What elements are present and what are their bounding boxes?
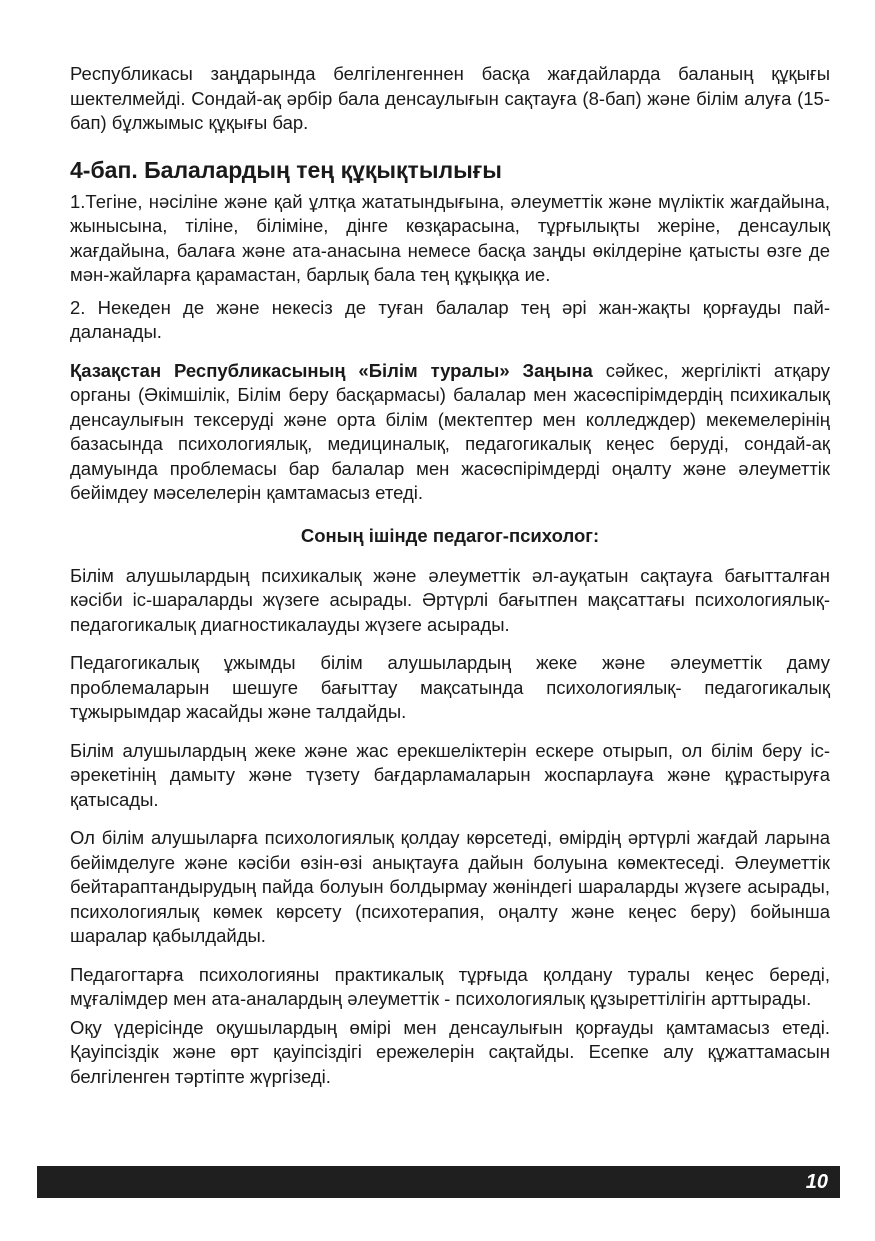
paragraph-intro: Республикасы заңдарында белгіленгеннен басқа жағдайларда баланың құқығы шектелмейді. Сондай-ақ әрбір бала денсаулығын сақтауға (8-бап) және білім алуға (15-бап) бұлжымыс құқығы бар. xyxy=(70,63,830,133)
paragraph-duty-6: Оқу үдерісінде оқушылардың өмірі мен денсаулығын қорғауды қамтамасыз етеді. Қауіпсіздік және өрт қауіпсіздігі ережелерін сақтайды. Есепке алу құжаттамасын белгіленген тәртіпте жүргізеді. xyxy=(70,1016,830,1087)
page-body xyxy=(70,62,830,1097)
footer-bar xyxy=(37,1166,840,1198)
section-heading xyxy=(70,156,830,184)
law-text: сәйкес, жергілікті атқару органы (Әкімшілік, Білім беру басқармасы) балалар мен жасөспірімдердің психикалық денсаулығын тексеруді және орта білім (мектептер мен колледждер) мекемелерінің базасында психологиялық, медициналық, педагогикалық кеңес беруді, сондай-ақ дамуында проблемасы бар балалар мен жасөспірімдерді оңалту және әлеуметтік бейімдеу мәселелерін қамтамасыз етеді. xyxy=(70,359,831,503)
paragraph-duty-1: Білім алушылардың психикалық және әлеуметтік әл-ауқатын сақтауға бағытталған кәсіби іс-шараларды жүзеге асырады. Әртүрлі бағытпен мақсаттағы психологиялық-педагогикалық диагностикалауды жүзеге асырады. xyxy=(70,564,830,635)
paragraph-duty-2: Педагогикалық ұжымды білім алушылардың жеке және әлеуметтік даму проблемаларын шешуге бағыттау мақсатында психологиялық- педагогикалық тұжырымдар жасайды және талдайды. xyxy=(70,652,830,722)
paragraph-article-1: 1.Тегіне, нәсіліне және қай ұлтқа жататындығына, әлеуметтік және мүліктік жағдайына, жынысына, тіліне, біліміне, дінге көзқарасына, тұрғылықты жеріне, денсаулық жағдайына, балаға және ата-анасына немесе басқа заңды өкілдеріне қатысты өзге де мән-жайларға қарамастан, барлық бала тең құқыққа ие. xyxy=(70,190,830,285)
section-number: 4-бап. xyxy=(70,156,138,183)
paragraph-law xyxy=(70,359,830,506)
section-title: Балалардың тең құқықтылығы xyxy=(137,156,502,183)
subheading: Соның ішінде педагог-психолог: xyxy=(300,524,600,546)
page-number: 10 xyxy=(805,1171,828,1193)
paragraph-article-2: 2. Некеден де және некесіз де туған балалар тең әрі жан-жақты қорғауды пайдаланады. xyxy=(70,296,830,342)
paragraph-duty-5: Педагогтарға психологияны практикалық тұрғыда қолдану туралы кеңес береді, мұғалімдер мен ата-аналардың әлеуметтік - психологиялық құзыреттілігін арттырады. xyxy=(70,963,830,1009)
paragraph-duty-3: Білім алушылардың жеке және жас ерекшеліктерін ескере отырып, ол білім беру іс-әрекетінің дамыту және түзету бағдарламаларын жоспарлауға және құрастыруға қатысады. xyxy=(70,739,830,810)
law-name: Қазақстан Республикасының «Білім туралы» Заңына xyxy=(70,359,593,381)
paragraph-duty-4: Ол білім алушыларға психологиялық қолдау көрсетеді, өмірдің әртүрлі жағдай ларына бейімделуге және кәсіби өзін-өзі анықтауға дайын болуына көмектеседі. Әлеуметтік бейтараптандырудың пайда болуын болдырмау жөніндегі шараларды жүзеге асырады, психологиялық көмек көрсету (психотерапия, оңалту және кеңес беру) бойынша шаралар қабылдайды. xyxy=(70,827,830,946)
